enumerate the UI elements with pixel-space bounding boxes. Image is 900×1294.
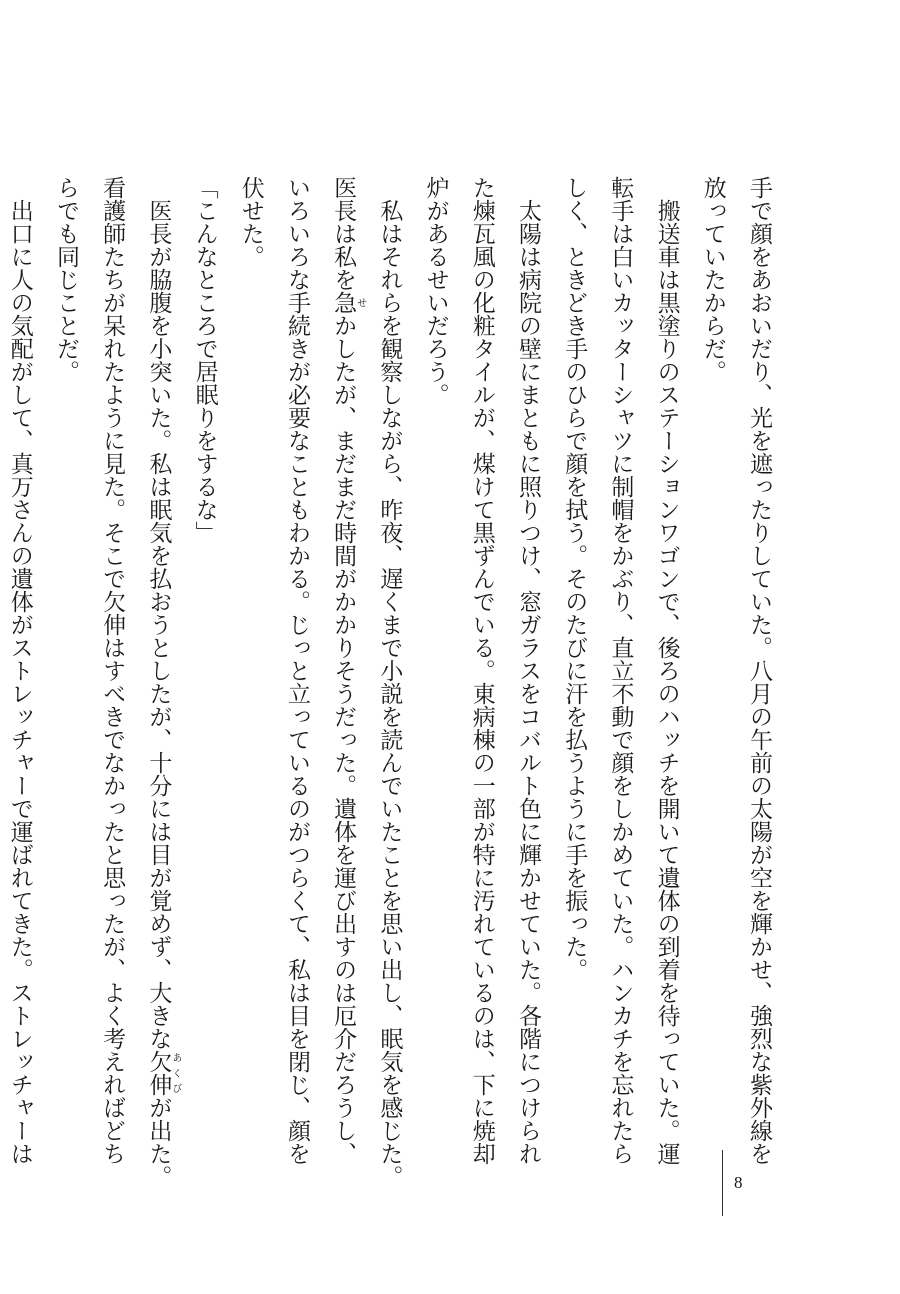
text-segment: 医長が脇腹を小突いた。私は眠気を払おうとしたが、十分には目が覚めず、大きな	[145, 176, 172, 1050]
text-segment: 医長は私を	[330, 176, 357, 291]
text-segment: が出た。	[145, 1096, 172, 1188]
text-line	[320, 176, 366, 1165]
text-line: 看護師たちが呆れたように見た。そこで欠伸はすべきでなかったと思ったが、よく考えればどち	[99, 176, 126, 1165]
ruby-base: 欠伸	[145, 1050, 172, 1096]
text-line: らでも同じことだ。	[52, 176, 79, 383]
text-line: いろいろな手続きが必要なこともわかる。じっと立っているのがつらくて、私は目を閉じ、顔を	[283, 176, 310, 1165]
text-line: 放っていたからだ。	[699, 176, 726, 383]
text-line: 出口に人の気配がして、真万さんの遺体がストレッチャーで運ばれてきた。ストレッチャーは	[6, 176, 33, 1165]
text-line: 転手は白いカッターシャツに制帽をかぶり、直立不動で顔をしかめていた。ハンカチを忘れたら	[607, 176, 634, 1165]
ruby-base: 急	[330, 291, 357, 314]
text-line: た煉瓦風の化粧タイルが、煤けて黒ずんでいる。東病棟の一部が特に汚れているのは、下に焼却	[468, 176, 495, 1165]
text-line: 伏せた。	[237, 176, 264, 268]
text-line: 搬送車は黒塗りのステーションワゴンで、後ろのハッチを開いて遺体の到着を待っていた。運	[653, 176, 680, 1165]
ruby-akubi	[145, 1050, 181, 1096]
text-line	[135, 176, 181, 1188]
ruby-se	[330, 291, 366, 314]
text-line: 手で顔をあおいだり、光を遮ったりしていた。八月の午前の太陽が空を輝かせ、強烈な紫外線を	[746, 176, 772, 1165]
page-number-divider	[722, 1150, 723, 1216]
page-number: 8	[734, 1173, 743, 1192]
text-line: 太陽は病院の壁にまともに照りつけ、窓ガラスをコバルト色に輝かせていた。各階につけられ	[514, 176, 541, 1165]
text-line: 私はそれらを観察しながら、昨夜、遅くまで小説を読んでいたことを思い出し、眠気を感じた。	[376, 176, 403, 1188]
vertical-text-body	[0, 176, 782, 1188]
text-line: しく、ときどき手のひらで顔を拭う。そのたびに汗を払うように手を振った。	[561, 176, 588, 981]
ruby-reading: せ	[354, 291, 366, 314]
text-line: 「こんなところで居眠りをするな」	[191, 176, 218, 544]
text-segment: かしたが、まだまだ時間がかかりそうだった。遺体を運び出すのは厄介だろうし、	[330, 314, 357, 1165]
text-line: 炉があるせいだろう。	[422, 176, 449, 406]
ruby-reading: あくび	[169, 1050, 181, 1096]
